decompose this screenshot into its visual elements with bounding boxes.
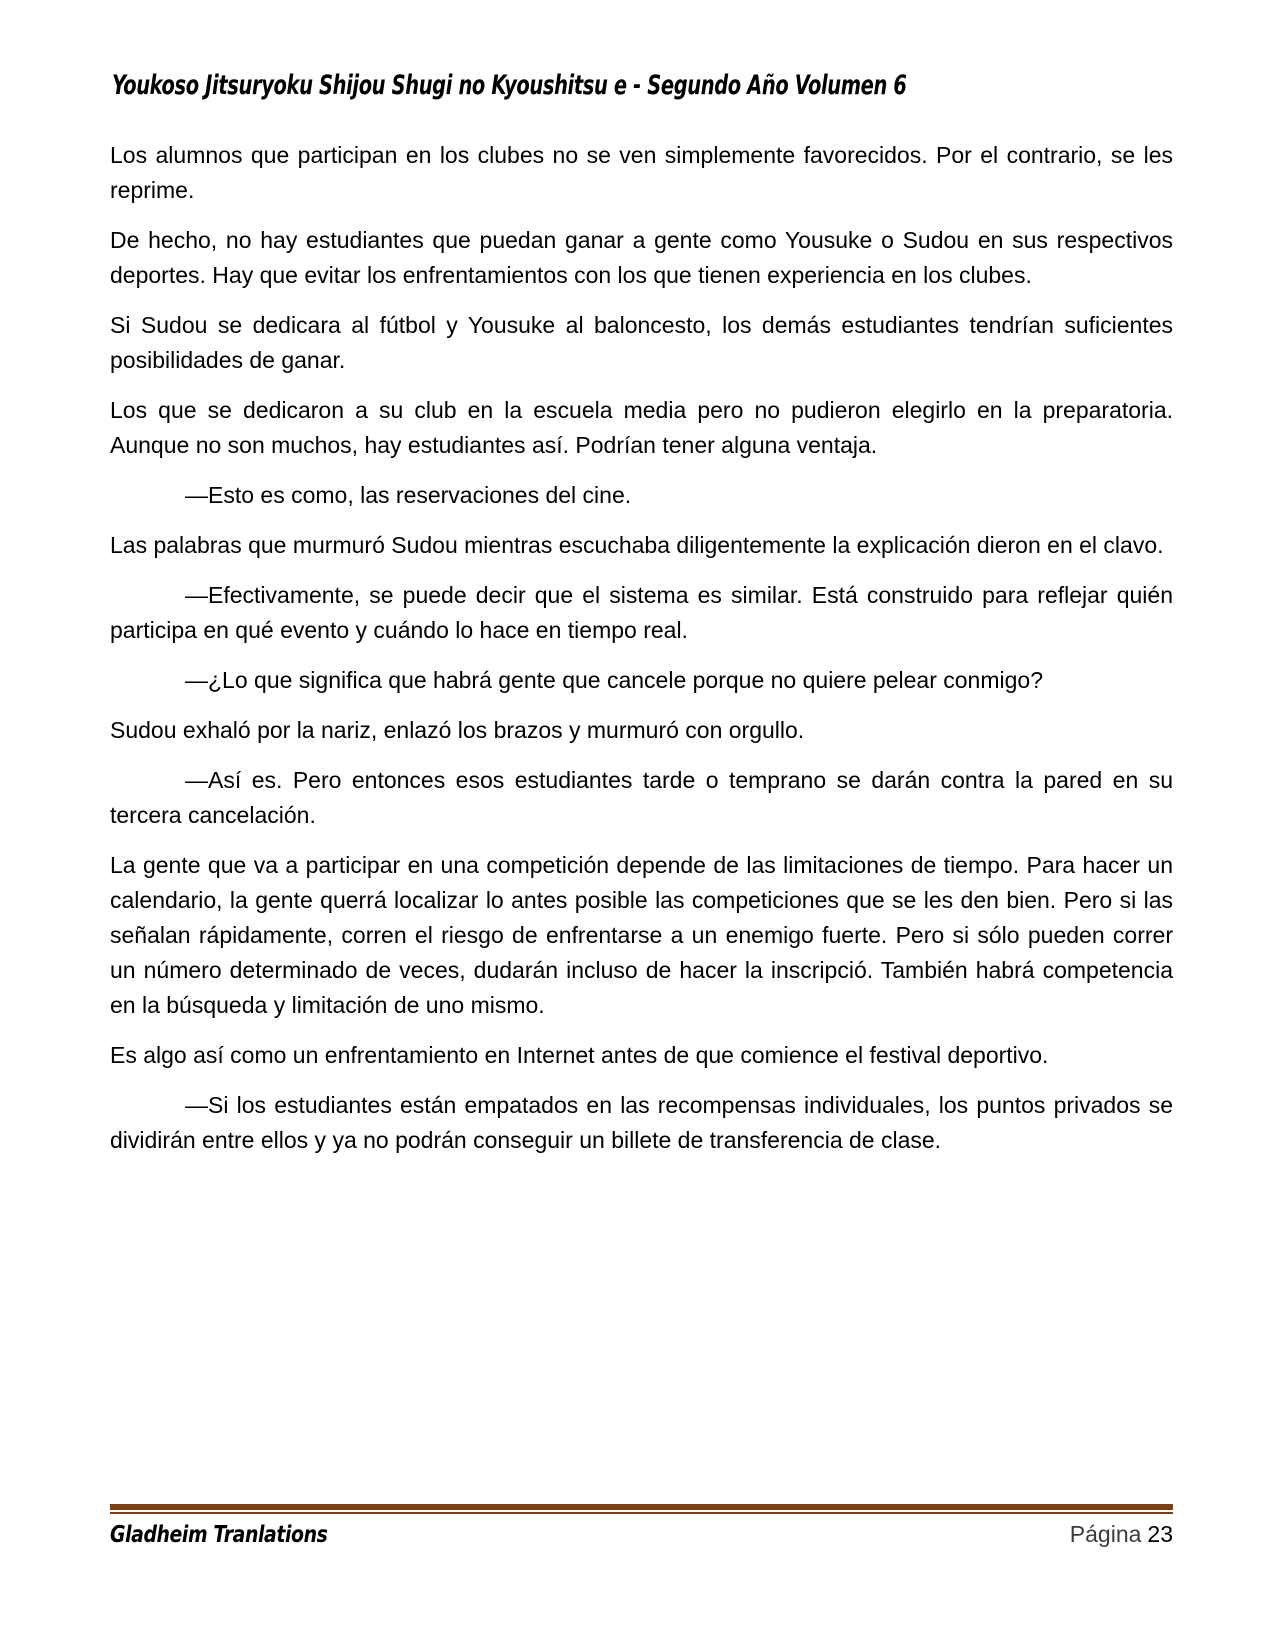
header-title: Youkoso Jitsuryoku Shijou Shugi no Kyoushitsu e - Segundo Año Volumen 6	[112, 70, 907, 101]
paragraph: Las palabras que murmuró Sudou mientras escuchaba diligentemente la explicación dieron en el clavo.	[110, 532, 1164, 558]
paragraph: —Así es. Pero entonces esos estudiantes tarde o temprano se darán contra la pared en su tercera cancelación.	[110, 767, 1173, 828]
paragraph: Si Sudou se dedicara al fútbol y Yousuke al baloncesto, los demás estudiantes tendrían suficientes posibilidades de ganar.	[110, 312, 1173, 373]
paragraph: —Esto es como, las reservaciones del cine.	[185, 482, 632, 508]
footer-row	[110, 1521, 1173, 1548]
paragraph: Los que se dedicaron a su club en la escuela media pero no pudieron elegirlo en la preparatoria. Aunque no son muchos, hay estudiantes así. Podrían tener alguna ventaja.	[110, 397, 1173, 458]
page-header	[112, 70, 1175, 101]
paragraph: Es algo así como un enfrentamiento en Internet antes de que comience el festival deportivo.	[110, 1042, 1049, 1068]
paragraph: —Si los estudiantes están empatados en las recompensas individuales, los puntos privados se dividirán entre ellos y ya no podrán conseguir un billete de transferencia de clase.	[110, 1092, 1173, 1153]
page-number: 23	[1147, 1521, 1173, 1547]
footer-page-label	[1070, 1521, 1173, 1548]
page-footer	[110, 1504, 1173, 1548]
body-paragraphs	[110, 138, 1173, 1173]
paragraph: La gente que va a participar en una competición depende de las limitaciones de tiempo. Para hacer un calendario, la gente querrá localizar lo antes posible las competiciones que se les den bien. Pero si las señalan rápidamente, corren el riesgo de enfrentarse a un enemigo fuerte. Pero si sólo pueden correr un número determinado de veces, dudarán incluso de hacer la inscripció. También habrá competencia en la búsqueda y limitación de uno mismo.	[110, 852, 1173, 1018]
footer-rule	[110, 1504, 1173, 1514]
page-word: Página	[1069, 1521, 1142, 1547]
paragraph: —¿Lo que significa que habrá gente que cancele porque no quiere pelear conmigo?	[185, 667, 1043, 693]
footer-translator: Gladheim Tranlations	[110, 1522, 328, 1548]
paragraph: De hecho, no hay estudiantes que puedan ganar a gente como Yousuke o Sudou en sus respectivos deportes. Hay que evitar los enfrentamientos con los que tienen experiencia en los clubes.	[110, 227, 1173, 288]
paragraph: Sudou exhaló por la nariz, enlazó los brazos y murmuró con orgullo.	[110, 717, 805, 743]
paragraph: Los alumnos que participan en los clubes no se ven simplemente favorecidos. Por el contrario, se les reprime.	[110, 142, 1173, 203]
paragraph: —Efectivamente, se puede decir que el sistema es similar. Está construido para reflejar quién participa en qué evento y cuándo lo hace en tiempo real.	[110, 582, 1173, 643]
